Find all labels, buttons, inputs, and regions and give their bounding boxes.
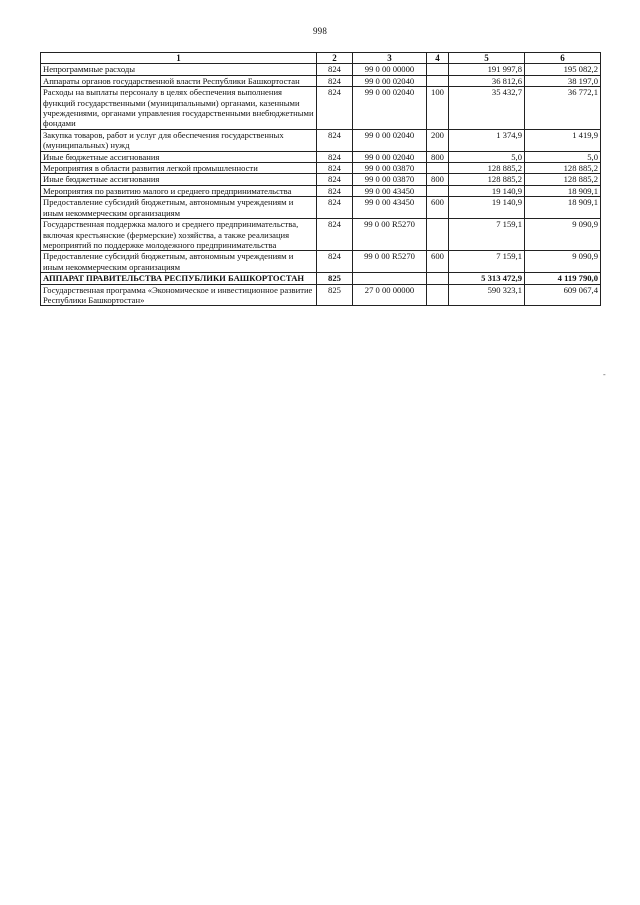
- row-value-5: 35 432,7: [449, 87, 525, 130]
- row-value-5: 128 885,2: [449, 174, 525, 185]
- row-type: [427, 64, 449, 75]
- row-value-5: 590 323,1: [449, 284, 525, 306]
- table-row: [41, 284, 601, 306]
- table-row: [41, 87, 601, 130]
- row-name: Мероприятия в области развития легкой промышленности: [41, 163, 317, 174]
- row-type: [427, 273, 449, 284]
- row-value-6: 5,0: [525, 151, 601, 162]
- row-name: Предоставление субсидий бюджетным, автономным учреждениям и иным некоммерческим организациям: [41, 197, 317, 219]
- row-value-5: 19 140,9: [449, 197, 525, 219]
- row-article: 99 0 00 03870: [353, 174, 427, 185]
- row-code: 824: [317, 163, 353, 174]
- row-article: [353, 273, 427, 284]
- row-type: [427, 284, 449, 306]
- table-row: [41, 129, 601, 151]
- budget-table: [40, 52, 601, 306]
- row-value-6: 195 082,2: [525, 64, 601, 75]
- row-article: 27 0 00 00000: [353, 284, 427, 306]
- row-value-5: 19 140,9: [449, 185, 525, 196]
- row-article: 99 0 00 43450: [353, 185, 427, 196]
- row-name: Предоставление субсидий бюджетным, автономным учреждениям и иным некоммерческим организациям: [41, 251, 317, 273]
- row-type: 800: [427, 174, 449, 185]
- row-value-5: 7 159,1: [449, 251, 525, 273]
- row-value-6: 9 090,9: [525, 219, 601, 251]
- row-type: 200: [427, 129, 449, 151]
- row-article: 99 0 00 R5270: [353, 251, 427, 273]
- row-name: Государственная поддержка малого и среднего предпринимательства, включая крестьянские (фермерские) хозяйства, а также реализация мероприятий по поддержке молодежного предпринимательства: [41, 219, 317, 251]
- row-code: 824: [317, 197, 353, 219]
- row-name: Расходы на выплаты персоналу в целях обеспечения выполнения функций государственными (муниципальными) органами, казенными учреждениями, органами управления государственными внебюджетными фондами: [41, 87, 317, 130]
- row-name: Закупка товаров, работ и услуг для обеспечения государственных (муниципальных) нужд: [41, 129, 317, 151]
- row-article: 99 0 00 03870: [353, 163, 427, 174]
- row-value-5: 5,0: [449, 151, 525, 162]
- row-article: 99 0 00 02040: [353, 129, 427, 151]
- row-type: [427, 185, 449, 196]
- header-col-5: 5: [449, 53, 525, 64]
- row-name: Непрограммные расходы: [41, 64, 317, 75]
- row-code: 824: [317, 219, 353, 251]
- header-col-2: 2: [317, 53, 353, 64]
- row-article: 99 0 00 02040: [353, 75, 427, 86]
- table-row: [41, 197, 601, 219]
- row-code: 824: [317, 129, 353, 151]
- table-row: [41, 251, 601, 273]
- row-value-5: 7 159,1: [449, 219, 525, 251]
- row-value-5: 36 812,6: [449, 75, 525, 86]
- row-code: 825: [317, 284, 353, 306]
- row-article: 99 0 00 R5270: [353, 219, 427, 251]
- row-code: 824: [317, 174, 353, 185]
- row-name: Иные бюджетные ассигнования: [41, 151, 317, 162]
- row-code: 824: [317, 151, 353, 162]
- row-value-6: 1 419,9: [525, 129, 601, 151]
- table-row: [41, 75, 601, 86]
- row-article: 99 0 00 02040: [353, 151, 427, 162]
- row-value-6: 4 119 790,0: [525, 273, 601, 284]
- row-value-6: 128 885,2: [525, 174, 601, 185]
- row-type: [427, 75, 449, 86]
- row-name: Государственная программа «Экономическое и инвестиционное развитие Республики Башкортостан»: [41, 284, 317, 306]
- row-value-6: 128 885,2: [525, 163, 601, 174]
- row-code: 824: [317, 64, 353, 75]
- table-row-section: [41, 273, 601, 284]
- row-value-6: 36 772,1: [525, 87, 601, 130]
- row-name: Аппараты органов государственной власти Республики Башкортостан: [41, 75, 317, 86]
- row-code: 824: [317, 87, 353, 130]
- row-code: 824: [317, 185, 353, 196]
- row-code: 825: [317, 273, 353, 284]
- row-type: 600: [427, 197, 449, 219]
- row-value-6: 609 067,4: [525, 284, 601, 306]
- row-value-5: 1 374,9: [449, 129, 525, 151]
- row-name: АППАРАТ ПРАВИТЕЛЬСТВА РЕСПУБЛИКИ БАШКОРТОСТАН: [41, 273, 317, 284]
- row-type: [427, 219, 449, 251]
- row-name: Мероприятия по развитию малого и среднего предпринимательства: [41, 185, 317, 196]
- row-value-5: 191 997,8: [449, 64, 525, 75]
- header-row: [41, 53, 601, 64]
- header-col-1: 1: [41, 53, 317, 64]
- row-value-6: 38 197,0: [525, 75, 601, 86]
- table-row: [41, 64, 601, 75]
- table-row: [41, 151, 601, 162]
- row-code: 824: [317, 75, 353, 86]
- row-type: [427, 163, 449, 174]
- row-article: 99 0 00 02040: [353, 87, 427, 130]
- row-value-6: 18 909,1: [525, 197, 601, 219]
- row-type: 600: [427, 251, 449, 273]
- table-row: [41, 219, 601, 251]
- row-name: Иные бюджетные ассигнования: [41, 174, 317, 185]
- row-value-5: 5 313 472,9: [449, 273, 525, 284]
- header-col-4: 4: [427, 53, 449, 64]
- row-type: 800: [427, 151, 449, 162]
- header-col-6: 6: [525, 53, 601, 64]
- header-col-3: 3: [353, 53, 427, 64]
- table-row: [41, 174, 601, 185]
- table-row: [41, 185, 601, 196]
- row-value-6: 9 090,9: [525, 251, 601, 273]
- row-article: 99 0 00 00000: [353, 64, 427, 75]
- row-article: 99 0 00 43450: [353, 197, 427, 219]
- row-value-5: 128 885,2: [449, 163, 525, 174]
- page-number: 998: [312, 26, 328, 36]
- row-type: 100: [427, 87, 449, 130]
- row-value-6: 18 909,1: [525, 185, 601, 196]
- margin-mark: -: [603, 370, 606, 379]
- table-row: [41, 163, 601, 174]
- row-code: 824: [317, 251, 353, 273]
